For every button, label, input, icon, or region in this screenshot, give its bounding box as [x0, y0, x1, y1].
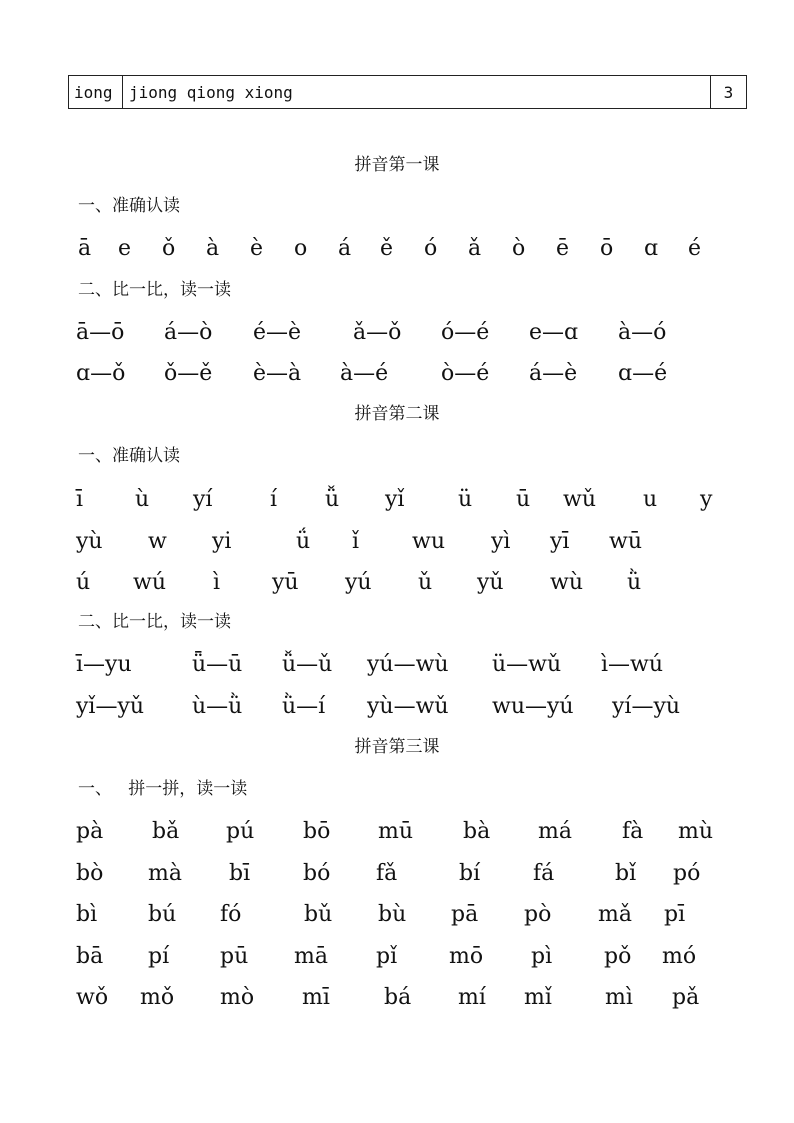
- pinyin-item: wù: [550, 570, 583, 595]
- lesson-1-compare-row-2: [0, 359, 794, 389]
- pinyin-item: pú: [226, 819, 255, 844]
- pinyin-item: ǔ: [418, 570, 433, 595]
- pinyin-item: ɑ—ǒ: [76, 361, 126, 386]
- pinyin-item: e: [118, 236, 132, 261]
- pinyin-item: mō: [449, 944, 484, 969]
- pinyin-item: ǎ—ǒ: [353, 320, 402, 345]
- pinyin-item: ǖ—ū: [192, 652, 243, 677]
- lesson-1-section-1-heading: 一、准确认读: [78, 196, 180, 216]
- pinyin-item: à: [206, 236, 220, 261]
- pinyin-item: ì—wú: [601, 652, 664, 677]
- pinyin-item: ě: [380, 236, 394, 261]
- pinyin-item: ī: [76, 487, 84, 512]
- pinyin-item: yī: [550, 529, 570, 554]
- lesson-2-section-2-heading: 二、比一比，读一读: [78, 612, 231, 632]
- pinyin-item: bò: [76, 861, 104, 886]
- pinyin-item: wú: [133, 570, 166, 595]
- pinyin-item: bá: [384, 985, 412, 1010]
- lesson-1-reading-row: [0, 234, 794, 264]
- pinyin-item: ǒ—ě: [164, 361, 213, 386]
- pinyin-item: pǎ: [672, 985, 700, 1010]
- pinyin-item: ó: [424, 236, 438, 261]
- pinyin-item: bā: [76, 944, 104, 969]
- pinyin-item: ò—é: [441, 361, 490, 386]
- pinyin-item: pā: [451, 902, 479, 927]
- pinyin-item: pí: [148, 944, 170, 969]
- pinyin-item: wǔ: [563, 487, 596, 512]
- lesson-3-title: 拼音第三课: [354, 737, 440, 757]
- pinyin-item: ō: [600, 236, 614, 261]
- pinyin-item: pò: [524, 902, 552, 927]
- pinyin-item: ɑ: [644, 236, 659, 261]
- pinyin-item: wū: [609, 529, 642, 554]
- pinyin-item: bù: [378, 902, 407, 927]
- pinyin-item: yǐ: [385, 487, 405, 512]
- pinyin-item: mù: [678, 819, 714, 844]
- lesson-2-reading-row-3: [0, 568, 794, 598]
- table-cell-syllables: jiong qiong xiong: [129, 82, 293, 102]
- pinyin-item: yí—yù: [612, 694, 681, 719]
- pinyin-item: mǎ: [598, 902, 632, 927]
- lesson-3-spell-row-3: [0, 900, 794, 930]
- pinyin-item: fó: [220, 902, 242, 927]
- pinyin-item: fà: [622, 819, 644, 844]
- pinyin-item: yú: [345, 570, 372, 595]
- lesson-3-spell-row-2: [0, 859, 794, 889]
- pinyin-item: yi: [212, 529, 232, 554]
- pinyin-item: ǚ: [325, 487, 340, 512]
- pinyin-item: pì: [531, 944, 553, 969]
- lesson-2-compare-row-2: [0, 692, 794, 722]
- table-cell-number: 3: [710, 76, 746, 108]
- lesson-3-spell-row-4: [0, 942, 794, 972]
- pinyin-item: mā: [294, 944, 328, 969]
- lesson-3-spell-row-5: [0, 983, 794, 1013]
- pinyin-item: à—ó: [618, 320, 667, 345]
- pinyin-item: y: [700, 487, 713, 512]
- pinyin-item: mū: [378, 819, 414, 844]
- pinyin-item: ǜ: [627, 570, 642, 595]
- pinyin-item: pó: [673, 861, 701, 886]
- pinyin-item: fá: [533, 861, 555, 886]
- pinyin-item: ɑ—é: [618, 361, 668, 386]
- pinyin-item: pà: [76, 819, 104, 844]
- pinyin-item: ī—yu: [76, 652, 132, 677]
- lesson-3-spell-row-1: [0, 817, 794, 847]
- pinyin-item: yǐ—yǔ: [76, 694, 145, 719]
- pinyin-item: mà: [148, 861, 182, 886]
- pinyin-item: ù: [135, 487, 150, 512]
- lesson-2-title: 拼音第二课: [354, 404, 440, 424]
- lesson-2-compare-row-1: [0, 650, 794, 680]
- pinyin-item: è—à: [253, 361, 302, 386]
- pinyin-table-row: [68, 75, 747, 109]
- pinyin-item: ü: [458, 487, 473, 512]
- pinyin-item: bà: [463, 819, 491, 844]
- pinyin-item: mí: [458, 985, 486, 1010]
- pinyin-item: bí: [459, 861, 481, 886]
- pinyin-item: yǔ: [477, 570, 504, 595]
- pinyin-item: yù: [76, 529, 103, 554]
- lesson-2-reading-row-1: [0, 485, 794, 515]
- pinyin-item: má: [538, 819, 572, 844]
- pinyin-item: ū: [516, 487, 531, 512]
- pinyin-item: mó: [662, 944, 697, 969]
- pinyin-item: ā: [78, 236, 92, 261]
- pinyin-item: á—ò: [164, 320, 213, 345]
- pinyin-item: ǒ: [162, 236, 176, 261]
- lesson-3-section-1-heading: 一、 拼一拼，读一读: [78, 779, 248, 799]
- pinyin-item: bī: [229, 861, 251, 886]
- pinyin-item: bǔ: [304, 902, 333, 927]
- pinyin-item: yū: [272, 570, 299, 595]
- pinyin-item: mǐ: [524, 985, 552, 1010]
- pinyin-item: e—ɑ: [529, 320, 579, 345]
- pinyin-item: ò: [512, 236, 526, 261]
- lesson-2-reading-row-2: [0, 527, 794, 557]
- pinyin-item: á—è: [529, 361, 578, 386]
- table-cell-final: iong: [69, 76, 123, 108]
- pinyin-item: é—è: [253, 320, 302, 345]
- pinyin-item: yì: [491, 529, 511, 554]
- pinyin-item: w: [148, 529, 167, 554]
- pinyin-item: bǐ: [615, 861, 637, 886]
- pinyin-item: pǒ: [604, 944, 632, 969]
- lesson-1-compare-row-1: [0, 318, 794, 348]
- pinyin-item: í: [270, 487, 278, 512]
- pinyin-item: yù—wǔ: [367, 694, 449, 719]
- pinyin-item: wu—yú: [492, 694, 574, 719]
- pinyin-item: pī: [664, 902, 686, 927]
- pinyin-item: è: [250, 236, 264, 261]
- pinyin-item: ü—wǔ: [492, 652, 562, 677]
- pinyin-item: ǚ—ǔ: [282, 652, 333, 677]
- pinyin-item: yí: [193, 487, 213, 512]
- pinyin-item: bó: [303, 861, 331, 886]
- pinyin-item: mī: [302, 985, 330, 1010]
- pinyin-item: bì: [76, 902, 98, 927]
- pinyin-item: mǒ: [140, 985, 175, 1010]
- pinyin-item: fǎ: [376, 861, 398, 886]
- pinyin-item: à—é: [340, 361, 389, 386]
- pinyin-item: bú: [148, 902, 177, 927]
- pinyin-item: o: [294, 236, 308, 261]
- pinyin-item: á: [338, 236, 352, 261]
- pinyin-item: ú: [76, 570, 91, 595]
- pinyin-item: pū: [220, 944, 249, 969]
- pinyin-item: mì: [605, 985, 633, 1010]
- pinyin-item: ó—é: [441, 320, 490, 345]
- pinyin-item: ǐ: [352, 529, 360, 554]
- lesson-1-title: 拼音第一课: [354, 155, 440, 175]
- pinyin-item: é: [688, 236, 702, 261]
- pinyin-item: u: [643, 487, 658, 512]
- lesson-1-section-2-heading: 二、比一比，读一读: [78, 280, 231, 300]
- pinyin-item: ā—ō: [76, 320, 125, 345]
- pinyin-item: ē: [556, 236, 570, 261]
- pinyin-item: wu: [412, 529, 445, 554]
- pinyin-item: bǎ: [152, 819, 180, 844]
- pinyin-item: ù—ǜ: [192, 694, 243, 719]
- pinyin-item: yú—wù: [367, 652, 449, 677]
- pinyin-item: ǜ—í: [282, 694, 326, 719]
- pinyin-item: ǎ: [468, 236, 482, 261]
- pinyin-item: ì: [213, 570, 221, 595]
- pinyin-item: wǒ: [76, 985, 109, 1010]
- pinyin-item: pǐ: [376, 944, 398, 969]
- pinyin-item: bō: [303, 819, 331, 844]
- pinyin-item: ǘ: [296, 529, 311, 554]
- lesson-2-section-1-heading: 一、准确认读: [78, 446, 180, 466]
- pinyin-item: mò: [220, 985, 255, 1010]
